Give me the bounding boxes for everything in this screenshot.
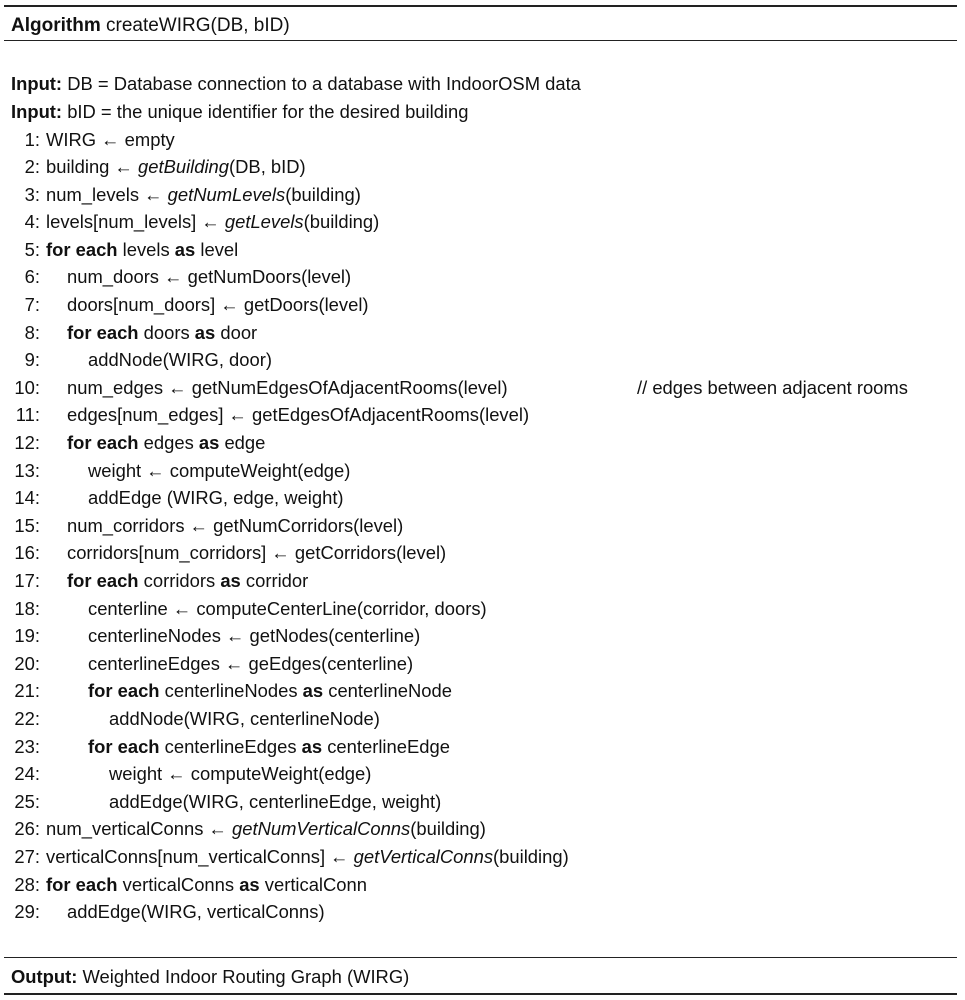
line-code <box>109 705 380 733</box>
line-code <box>46 815 486 843</box>
line-code <box>67 898 325 926</box>
keyword: for each <box>88 735 160 757</box>
line-number: 22: <box>14 707 40 729</box>
line-code <box>88 484 344 512</box>
code-line <box>0 760 965 788</box>
line-code <box>88 650 413 678</box>
code-text: centerlineEdges <box>159 735 302 757</box>
output-text: Weighted Indoor Routing Graph (WIRG) <box>82 966 410 987</box>
line-code <box>88 457 350 485</box>
line-code <box>46 126 175 154</box>
code-line <box>0 871 965 899</box>
line-code <box>46 153 306 181</box>
code-text: verticalConns <box>117 873 240 895</box>
line-code <box>67 263 351 291</box>
code-line <box>0 181 965 209</box>
code-text: levels <box>117 238 175 260</box>
code-text: centerlineNodes ← getNodes(centerline) <box>88 625 421 647</box>
line-number: 1: <box>24 128 40 150</box>
code-text: centerlineNodes <box>159 680 303 702</box>
line-number: 5: <box>24 238 40 260</box>
function-name: getBuilding <box>138 156 230 178</box>
line-number: 21: <box>14 680 40 702</box>
code-text: centerline ← computeCenterLine(corridor, doors) <box>88 597 487 619</box>
keyword: for each <box>88 680 160 702</box>
line-number: 25: <box>14 790 40 812</box>
line-code <box>46 181 361 209</box>
code-text: corridors <box>138 570 221 591</box>
code-line <box>0 843 965 871</box>
code-line <box>0 898 965 926</box>
function-name: getVerticalConns <box>353 845 494 867</box>
code-line <box>0 153 965 181</box>
keyword: as <box>198 432 220 454</box>
code-line <box>0 705 965 733</box>
keyword: as <box>194 321 216 343</box>
code-text: num_verticalConns ← <box>46 818 233 840</box>
code-text: edges[num_edges] ← getEdgesOfAdjacentRooms(level) <box>67 404 530 426</box>
code-line <box>0 595 965 623</box>
code-text: corridor <box>240 570 309 591</box>
keyword: for each <box>67 432 139 454</box>
line-code <box>67 319 257 347</box>
line-code <box>67 512 403 540</box>
keyword: as <box>301 735 323 757</box>
keyword: as <box>239 873 260 895</box>
line-code <box>88 595 487 623</box>
code-line <box>0 622 965 650</box>
algorithm-title <box>11 13 290 39</box>
input-line <box>11 70 961 98</box>
line-code <box>67 374 508 402</box>
function-name: getNumVerticalConns <box>232 818 411 840</box>
code-text: weight ← computeWeight(edge) <box>88 459 351 481</box>
line-number: 20: <box>14 652 40 674</box>
code-line <box>0 126 965 154</box>
line-number: 12: <box>14 432 40 454</box>
code-text: weight ← computeWeight(edge) <box>109 763 372 785</box>
code-text: addEdge(WIRG, verticalConns) <box>67 901 325 923</box>
line-code <box>67 401 529 429</box>
input-list <box>11 70 961 126</box>
line-code <box>88 677 452 705</box>
keyword: as <box>220 570 241 591</box>
pseudocode-lines <box>0 126 965 926</box>
code-text: centerlineNode <box>323 680 452 702</box>
code-line <box>0 236 965 264</box>
code-text: addEdge (WIRG, edge, weight) <box>88 487 344 509</box>
code-text: addNode(WIRG, door) <box>88 349 272 371</box>
line-number: 9: <box>24 349 40 371</box>
code-line <box>0 788 965 816</box>
line-number: 4: <box>24 211 40 233</box>
code-text: num_corridors ← getNumCorridors(level) <box>67 514 404 536</box>
line-code <box>67 539 446 567</box>
line-number: 27: <box>14 845 40 867</box>
header-rule <box>4 40 957 41</box>
line-code <box>46 208 379 236</box>
code-line <box>0 512 965 540</box>
line-code <box>46 843 569 871</box>
line-code <box>67 429 265 457</box>
line-number: 2: <box>24 156 40 178</box>
line-number: 18: <box>14 597 40 619</box>
input-label: Input: <box>11 100 63 122</box>
algorithm-signature: createWIRG(DB, bID) <box>106 15 290 36</box>
code-text: (DB, bID) <box>229 156 306 178</box>
line-number: 10: <box>14 376 40 398</box>
line-number: 16: <box>14 542 40 564</box>
line-number: 6: <box>24 266 40 288</box>
line-number: 23: <box>14 735 40 757</box>
top-rule <box>4 5 957 7</box>
code-text: centerlineEdges ← geEdges(centerline) <box>88 652 414 674</box>
line-number: 15: <box>14 514 40 536</box>
code-line <box>0 401 965 429</box>
line-code <box>46 236 238 264</box>
output-line <box>11 963 409 990</box>
code-text: building ← <box>46 156 139 178</box>
code-line <box>0 815 965 843</box>
keyword: for each <box>67 321 139 343</box>
function-name: getNumLevels <box>167 183 286 205</box>
code-line <box>0 319 965 347</box>
line-code <box>109 788 441 816</box>
line-number: 13: <box>14 459 40 481</box>
code-text: addNode(WIRG, centerlineNode) <box>109 707 380 729</box>
input-text: bID = the unique identifier for the desired building <box>67 100 469 122</box>
keyword: for each <box>67 570 139 591</box>
line-number: 3: <box>24 183 40 205</box>
code-text: doors[num_doors] ← getDoors(level) <box>67 294 369 316</box>
code-text: door <box>215 321 258 343</box>
algorithm-keyword: Algorithm <box>11 15 101 36</box>
line-code <box>109 760 371 788</box>
code-text: edges <box>138 432 199 454</box>
line-number: 11: <box>15 404 40 426</box>
code-line <box>0 429 965 457</box>
line-code <box>46 871 367 899</box>
footer-rule <box>4 957 957 958</box>
line-code <box>88 733 450 761</box>
code-line <box>0 374 965 402</box>
line-number: 8: <box>24 321 40 343</box>
output-label: Output: <box>11 966 78 987</box>
keyword: for each <box>46 238 118 260</box>
code-line <box>0 484 965 512</box>
line-code <box>88 346 272 374</box>
bottom-rule <box>4 993 957 995</box>
code-text: level <box>195 238 239 260</box>
code-text: centerlineEdge <box>322 735 450 757</box>
code-line <box>0 539 965 567</box>
input-label: Input: <box>11 73 63 94</box>
code-text: WIRG ← empty <box>46 128 175 150</box>
line-code <box>67 567 308 595</box>
line-code <box>67 291 369 319</box>
code-text: corridors[num_corridors] ← getCorridors(level) <box>67 542 447 564</box>
code-text: (building) <box>303 211 380 233</box>
keyword: for each <box>46 873 118 895</box>
code-text: edge <box>219 432 266 454</box>
code-text: doors <box>138 321 195 343</box>
function-name: getLevels <box>224 211 304 233</box>
code-text: verticalConn <box>259 873 367 895</box>
code-text: (building) <box>285 183 361 205</box>
code-text: addEdge(WIRG, centerlineEdge, weight) <box>109 790 442 812</box>
line-number: 7: <box>24 294 40 316</box>
code-line <box>0 733 965 761</box>
line-code <box>88 622 420 650</box>
line-number: 17: <box>14 570 40 591</box>
keyword: as <box>174 238 196 260</box>
code-line <box>0 263 965 291</box>
code-text: (building) <box>493 845 569 867</box>
code-line <box>0 567 965 595</box>
code-line <box>0 291 965 319</box>
code-text: (building) <box>410 818 486 840</box>
line-number: 24: <box>14 763 40 785</box>
keyword: as <box>302 680 324 702</box>
code-text: verticalConns[num_verticalConns] ← <box>46 845 354 867</box>
line-number: 19: <box>14 625 40 647</box>
line-number: 26: <box>14 818 40 840</box>
code-line <box>0 677 965 705</box>
code-text: num_edges ← getNumEdgesOfAdjacentRooms(level) <box>67 376 508 398</box>
code-line <box>0 457 965 485</box>
code-text: num_levels ← <box>46 183 168 205</box>
input-text: DB = Database connection to a database with IndoorOSM data <box>67 73 581 94</box>
code-line <box>0 208 965 236</box>
code-text: num_doors ← getNumDoors(level) <box>67 266 352 288</box>
code-line <box>0 650 965 678</box>
input-line <box>11 98 961 126</box>
line-number: 14: <box>14 487 40 509</box>
line-number: 28: <box>14 873 40 895</box>
code-text: levels[num_levels] ← <box>46 211 225 233</box>
line-comment: // edges between adjacent rooms <box>637 376 908 398</box>
code-line <box>0 346 965 374</box>
line-number: 29: <box>14 901 40 923</box>
